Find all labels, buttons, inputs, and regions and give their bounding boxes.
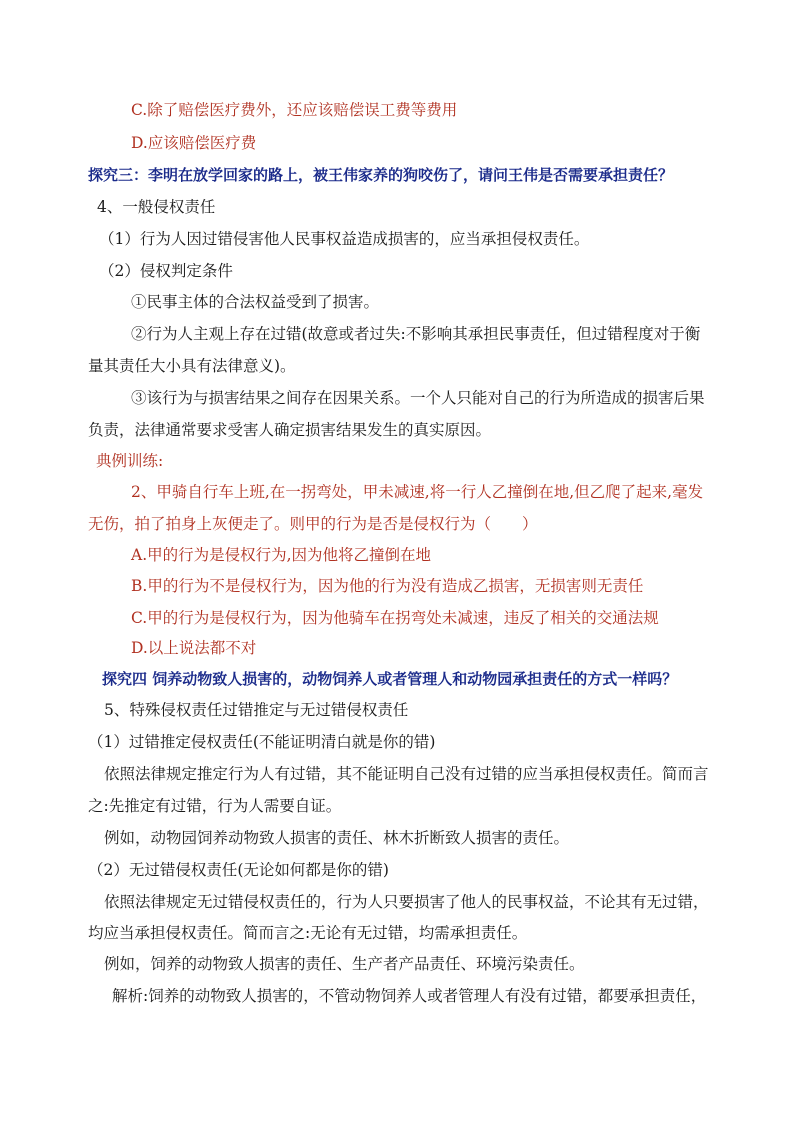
paragraph: 之:先推定有过错，行为人需要自证。 — [88, 797, 342, 815]
paragraph: （2）无过错侵权责任(无论如何都是你的错) — [88, 861, 389, 879]
paragraph: 例如，动物园饲养动物致人损害的责任、林木折断致人损害的责任。 — [104, 829, 570, 847]
section-4-title: 4、一般侵权责任 — [97, 198, 216, 216]
example-heading: 典例训练: — [96, 452, 164, 470]
paragraph: ①民事主体的合法权益受到了损害。 — [131, 293, 380, 311]
paragraph: （2）侵权判定条件 — [99, 262, 233, 280]
paragraph: 依照法律规定无过错侵权责任的，行为人只要损害了他人的民事权益，不论其有无过错， — [104, 893, 709, 911]
paragraph: ③该行为与损害结果之间存在因果关系。一个人只能对自己的行为所造成的损害后果 — [131, 389, 705, 407]
paragraph: （1）行为人因过错侵害他人民事权益造成损害的，应当承担侵权责任。 — [99, 230, 590, 248]
section-5-title: 5、特殊侵权责任过错推定与无过错侵权责任 — [104, 701, 409, 719]
explore-four-heading: 探究四 饲养动物致人损害的，动物饲养人或者管理人和动物园承担责任的方式一样吗？ — [102, 670, 678, 688]
analysis-paragraph: 解析:饲养的动物致人损害的，不管动物饲养人或者管理人有没有过错，都要承担责任， — [112, 987, 707, 1005]
explore-three-heading: 探究三：李明在放学回家的路上，被王伟家养的狗咬伤了，请问王伟是否需要承担责任？ — [88, 166, 674, 184]
option-b: B.甲的行为不是侵权行为，因为他的行为没有造成乙损害，无损害则无责任 — [131, 577, 644, 595]
option-c: C.甲的行为是侵权行为，因为他骑车在拐弯处未减速，违反了相关的交通法规 — [131, 609, 659, 627]
paragraph: 均应当承担侵权责任。简而言之:无论有无过错，均需承担责任。 — [88, 924, 528, 942]
paragraph: 例如，饲养的动物致人损害的责任、生产者产品责任、环境污染责任。 — [104, 955, 585, 973]
paragraph: ②行为人主观上存在过错(故意或者过失:不影响其承担民事责任，但过错程度对于衡 — [131, 325, 701, 343]
paragraph: 依照法律规定推定行为人有过错，其不能证明自己没有过错的应当承担侵权责任。简而言 — [104, 765, 709, 783]
option-c: C.除了赔偿医疗费外，还应该赔偿误工费等费用 — [131, 101, 458, 119]
paragraph: （1）过错推定侵权责任(不能证明清白就是你的错) — [88, 733, 436, 751]
question-text: 2、甲骑自行车上班,在一拐弯处，甲未减速,将一行人乙撞倒在地,但乙爬了起来,毫发 — [131, 483, 704, 501]
paragraph: 量其责任大小具有法律意义)。 — [88, 357, 296, 375]
option-d: D.应该赔偿医疗费 — [131, 134, 257, 152]
option-a: A.甲的行为是侵权行为,因为他将乙撞倒在地 — [131, 546, 432, 564]
question-text: 无伤，拍了拍身上灰便走了。则甲的行为是否是侵权行为（ ） — [88, 515, 538, 533]
option-d: D.以上说法都不对 — [131, 639, 257, 657]
paragraph: 负责，法律通常要求受害人确定损害结果发生的真实原因。 — [88, 421, 492, 439]
